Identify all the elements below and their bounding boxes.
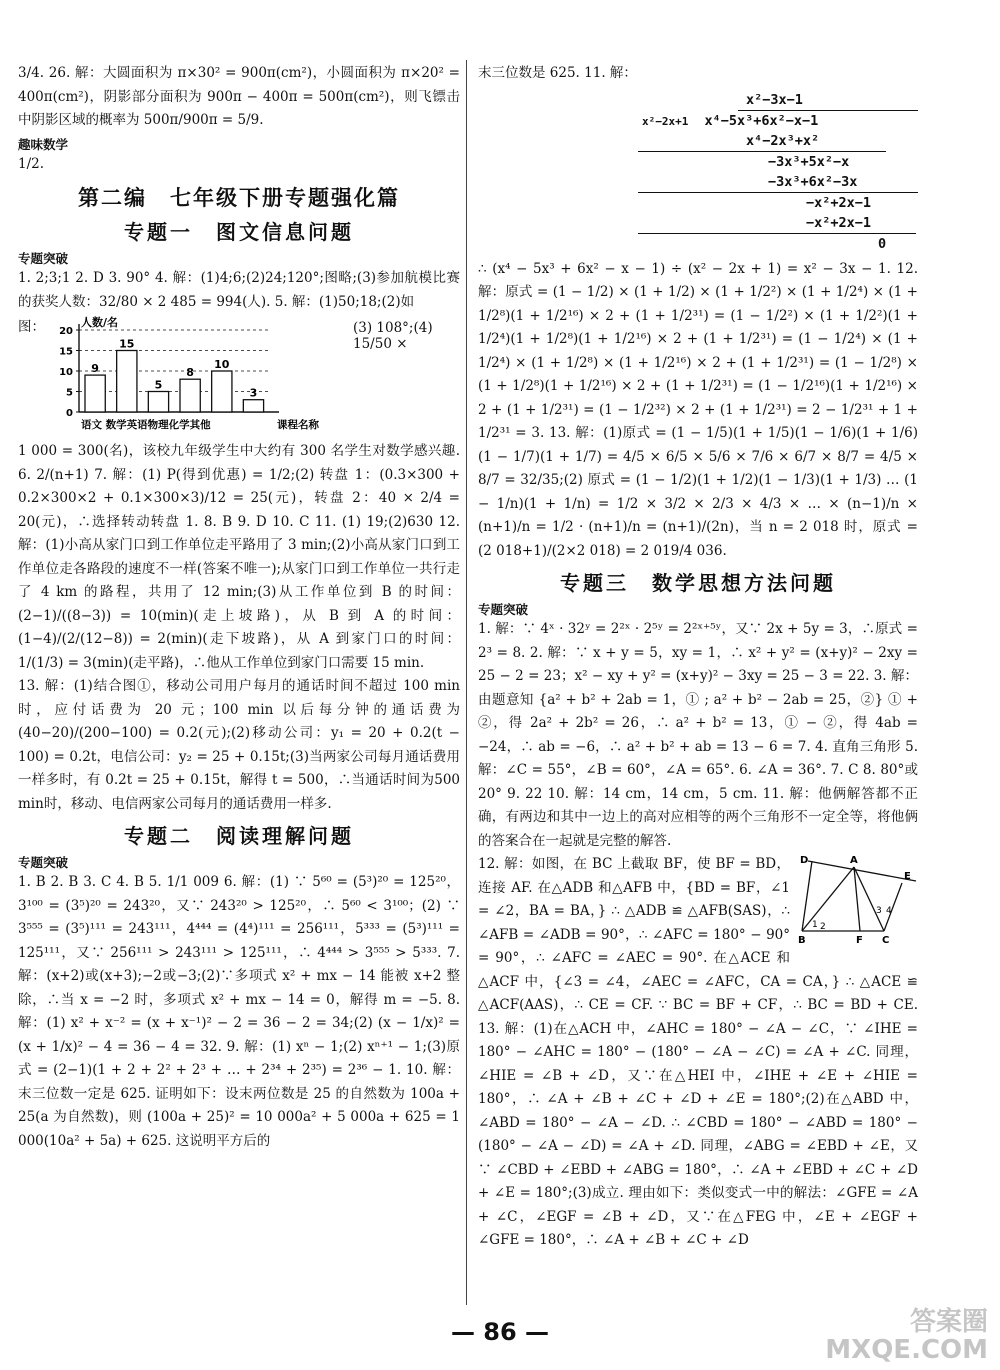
geo-label-B: B <box>798 935 806 945</box>
answer-11-intro: 末三位数是 625. 11. 解： <box>478 65 637 81</box>
y-tick-label: 5 <box>66 387 73 399</box>
y-axis-label: 人数/名 <box>81 316 119 329</box>
chart-prefix: 图： <box>18 319 45 335</box>
answer-26: 3/4. 26. 解：大圆面积为 π×30² = 900π(cm²)，小圆面积为 π×20² = 400π(cm²)，阴影部分面积为 900π − 400π = 500π(cm²)，则飞镖击中阴影区域的概率为 500π/900π = 5/9. <box>18 65 460 128</box>
topic1-answer-13: 13. 解：(1)结合图①，移动公司用户每月的通话时间不超过 100 min 时，应付话费为 20 元；100 min 以后每分钟的通话费为 (40−20)/(200−100) = 0.2(元);(2)移动公司：y₁ = 20 + 0.2(t − 100) = 0.2t，电信公司：y₂ = 25 + 0.15t;(3)当两家公司每月通话费用一样多时，有 0.2t = 25 + 0.15t，解得 t = 500，∴当通话时间为500 min时，移动、电信两家公司每月的通话费用一样多. <box>18 678 460 812</box>
topic1-answers-a: 1. 2;3;1 2. D 3. 90° 4. 解：(1)4;6;(2)24;120°;图略;(3)参加航模比赛的获奖人数：32/80 × 2 485 = 994(人). 5. 解：(1)50;18;(2)如 <box>18 270 460 310</box>
bar-value-label: 5 <box>154 378 163 392</box>
bar-value-label: 15 <box>119 337 135 351</box>
division-rem2: −x²+2x−1 <box>806 194 872 211</box>
topic2-title: 专题二 阅读理解问题 <box>124 824 354 848</box>
geo-label-A: A <box>850 855 858 866</box>
division-quotient: x²−3x−1 <box>746 91 803 108</box>
bar <box>148 392 168 413</box>
division-dividend-line <box>642 110 918 131</box>
geo-label-F: F <box>856 935 863 945</box>
bar <box>117 351 137 413</box>
geo-label-C: C <box>882 935 890 945</box>
topic3-answers-b: 12. 解：如图，在 BC 上截取 BF，使 BF = BD，连接 AF. 在△ADB 和△AFB 中，{BD = BF，∠1 = ∠2，BA = BA，} ∴ △ADB ≌ △AFB(SAS)，∴ ∠AFB = ∠ADB = 90°，∴ ∠AFC = 180° − 90° = 90°，∴ ∠AFC = ∠AEC = 90°. 在△ACE 和△ACF 中，{∠3 = ∠4，∠AEC = ∠AFC，CA = CA，} ∴ △ACE ≌ △ACF(AAS)，∴ CE = CF. ∵ BC = BF + CF，∴ BC = BD + CE. 13. 解：(1)在△ACH 中，∠AHC = 180° − ∠A − ∠C，∵ ∠IHE = 180° − ∠AHC = 180° − (180° − ∠A − ∠C) = ∠A + ∠C. 同理，∠HIE = ∠B + ∠D，又∵在△HEI 中，∠IHE + ∠E + ∠HIE = 180°，∴ ∠A + ∠B + ∠C + ∠D + ∠E = 180°;(2)在△ABD 中，∠ABD = 180° − ∠A − ∠D. ∴ ∠CBD = 180° − ∠ABD = 180° − (180° − ∠A − ∠D) = ∠A + ∠D. 同理，∠ABG = ∠EBD + ∠E，又∵ ∠CBD + ∠EBD + ∠ABG = 180°，∴ ∠A + ∠EBD + ∠C + ∠D + ∠E = 180°;(3)成立. 理由如下：类似变式一中的解法：∠GFE = ∠A + ∠C，∠EGF = ∠B + ∠D，又∵在△FEG 中，∠E + ∠EGF + ∠GFE = 180°，∴ ∠A + ∠B + ∠C + ∠D <box>478 856 918 1248</box>
right-column <box>478 62 918 1253</box>
bar <box>180 379 200 412</box>
answer-half: 1/2. <box>18 155 45 172</box>
division-rem1: −3x³+5x²−x <box>768 153 850 170</box>
chart-side-answer: (3) 108°;(4) 15/50 × <box>353 320 433 352</box>
geo-label-2: 2 <box>820 922 826 932</box>
page-number: — 86 — <box>450 1318 550 1346</box>
chart-row <box>18 316 460 438</box>
answers-11-13: ∴ (x⁴ − 5x³ + 6x² − x − 1) ÷ (x² − 2x + 1) = x² − 3x − 1. 12. 解：原式 = (1 − 1/2) × (1 + 1/2) × (1 + 1/2²) × (1 + 1/2⁴) × (1 + 1/2⁸)(1 + 1/2¹⁶) × 2 + (1 + 1/2³¹) = (1 − 1/2²) × (1 + 1/2²)(1 + 1/2⁴)(1 + 1/2⁸)(1 + 1/2¹⁶) × 2 + (1 + 1/2³¹) = (1 − 1/2⁴) × (1 + 1/2⁴) × (1 + 1/2⁸) × (1 + 1/2¹⁶) × 2 + (1 + 1/2³¹) = (1 − 1/2⁸) × (1 + 1/2⁸)(1 + 1/2¹⁶) × 2 + (1 + 1/2³¹) = (1 − 1/2¹⁶)(1 + 1/2¹⁶) × 2 + (1 + 1/2³¹) = (1 − 1/2³²) × 2 + (1 + 1/2³¹) = 2 − 1/2³¹ + 1 + 1/2³¹ = 3. 13. 解：(1)原式 = (1 − 1/5)(1 + 1/5)(1 − 1/6)(1 + 1/6)(1 − 1/7)(1 + 1/7) = 4/5 × 6/5 × 5/6 × 7/6 × 6/7 × 8/7 = 4/5 × 8/7 = 32/35;(2) 原式 = (1 − 1/2)(1 + 1/2)(1 − 1/3)(1 + 1/3) … (1 − 1/n)(1 + 1/n) = 1/2 × 3/2 × 2/3 × 4/3 × … × (n−1)/n × (n+1)/n = 1/2 · (n+1)/n = (n+1)/(2n)，当 n = 2 018 时，原式 = (2 018+1)/(2×2 018) = 2 019/4 036. <box>478 260 918 559</box>
x-tick-labels: 语文 数学英语物理化学其他 <box>81 419 211 431</box>
part-title: 第二编 七年级下册专题强化篇 <box>78 186 400 210</box>
topic1-subheading: 专题突破 <box>18 251 69 266</box>
geometry-figure <box>798 853 918 945</box>
y-tick-label: 10 <box>59 367 73 378</box>
topic3-title: 专题三 数学思想方法问题 <box>560 571 836 595</box>
topic1-answers-b: 1 000 = 300(名)，该校九年级学生中大约有 300 名学生对数学感兴趣. 6. 2/(n+1) 7. 解：(1) P(得到优惠) = 1/2;(2) 转盘 1：(0.3×300 + 0.2×300×2 + 0.1×300×3)/12 = 25(元)，转盘 2：40 × 2/4 = 20(元)，∴选择转动转盘 1. 8. B 9. D 10. C 11. (1) 19;(2)630 12. 解：(1)小高从家门口到工作单位走平路用了 3 min;(2)小高从家门口到工作单位走各路段的速度不一样(答案不唯一);从家门口到工作单位一共行走了 4 km 的路程，共用了 12 min;(3)从工作单位到 B 的时间：(2−1)/((8−3)) = 10(min)(走上坡路)，从 B 到 A 的时间：(1−4)/(2/(12−8)) = 2(min)(走下坡路)，从 A 到家门口的时间：1/(1/3) = 3(min)(走平路)，∴他从工作单位到家门口需要 15 min. <box>18 443 460 671</box>
division-divisor: x²−2x+1 <box>642 114 689 128</box>
geo-label-4: 4 <box>886 906 892 916</box>
watermark-line2: MXQE.COM <box>825 1335 988 1365</box>
left-column <box>18 62 460 1153</box>
division-final: 0 <box>878 235 887 252</box>
division-step2: −3x³+6x²−3x <box>638 172 918 193</box>
topic1-title: 专题一 图文信息问题 <box>124 220 354 244</box>
watermark <box>825 1308 988 1364</box>
bar-value-label: 9 <box>91 362 99 376</box>
bar-chart <box>45 316 345 438</box>
section-label-fun-math: 趣味数学 <box>18 136 69 152</box>
topic2-subheading: 专题突破 <box>18 855 69 870</box>
geo-label-3: 3 <box>876 906 882 916</box>
geo-label-1: 1 <box>812 920 818 930</box>
geo-label-D: D <box>800 855 809 866</box>
topic3-answers-a: 1. 解：∵ 4ˣ · 32ʸ = 2²ˣ · 2⁵ʸ = 2²ˣ⁺⁵ʸ，又∵ 2x + 5y = 3，∴原式 = 2³ = 8. 2. 解：∵ x + y = 5，xy = 1，∴ x² + y² = (x+y)² − 2xy = 25 − 2 = 23；x² − xy + y² = (x+y)² − 3xy = 25 − 3 = 22. 3. 解：由题意知 {a² + b² + 2ab = 1，① ; a² + b² − 2ab = 25，②} ① + ②，得 2a² + 2b² = 26，∴ a² + b² = 13，① − ②，得 4ab = −24，∴ ab = −6，∴ a² + b² + ab = 13 − 6 = 7. 4. 直角三角形 5. 解：∠C = 55°，∠B = 60°，∠A = 65°. 6. ∠A = 36°. 7. C 8. 80°或 20° 9. 22 10. 解：14 cm，14 cm，5 cm. 11. 解：他俩解答都不正确，有两边和其中一边上的高对应相等的两个三角形不一定全等，将他俩的答案合在一起就是完整的解答. <box>478 621 918 849</box>
y-tick-label: 0 <box>66 408 73 419</box>
x-axis-label: 课程名称 <box>277 419 319 431</box>
division-step1: x⁴−2x³+x² <box>638 131 886 152</box>
topic3-subheading: 专题突破 <box>478 602 529 617</box>
long-division <box>638 90 918 254</box>
bar <box>212 371 232 412</box>
bar <box>243 400 263 412</box>
bar-value-label: 8 <box>186 366 194 380</box>
division-dividend: x⁴−5x³+6x²−x−1 <box>704 112 819 129</box>
bar-value-label: 10 <box>214 358 230 371</box>
bar-value-label: 3 <box>249 386 258 400</box>
watermark-line1: 答案圈 <box>909 1307 988 1337</box>
column-divider <box>466 60 467 1305</box>
topic2-answers: 1. B 2. B 3. C 4. B 5. 1/1 009 6. 解：(1) ∵ 5⁶⁰ = (5³)²⁰ = 125²⁰，3¹⁰⁰ = (3⁵)²⁰ = 243²⁰，又∵ 243²⁰ > 125²⁰，∴ 5⁶⁰ < 3¹⁰⁰；(2) ∵ 3⁵⁵⁵ = (3⁵)¹¹¹ = 243¹¹¹，4⁴⁴⁴ = (4⁴)¹¹¹ = 256¹¹¹，5³³³ = (5³)¹¹¹ = 125¹¹¹，又∵ 256¹¹¹ > 243¹¹¹ > 125¹¹¹，∴ 4⁴⁴⁴ > 3⁵⁵⁵ > 5³³³. 7. 解：(x+2)或(x+3);−2或−3;(2)∵多项式 x² + mx − 14 能被 x+2 整除，∴当 x = −2 时，多项式 x² + mx − 14 = 0，解得 m = −5. 8. 解：(1) x² + x⁻² = (x + x⁻¹)² − 2 = 36 − 2 = 34;(2) (x − 1/x)² = (x + 1/x)² − 4 = 36 − 4 = 32. 9. 解：(1) xⁿ − 1;(2) xⁿ⁺¹ − 1;(3)原式 = (2−1)(1 + 2 + 2² + 2³ + … + 2³⁴ + 2³⁵) = 2³⁶ − 1. 10. 解：末三位数一定是 625. 证明如下：设末两位数是 25 的自然数为 100a + 25(a 为自然数)，则 (100a + 25)² = 10 000a² + 5 000a + 625 = 1 000(10a² + 5a) + 625. 这说明平方后的 <box>18 874 460 1149</box>
bar <box>85 375 105 412</box>
geo-label-E: E <box>904 871 911 882</box>
division-step3: −x²+2x−1 <box>638 213 916 234</box>
y-tick-label: 15 <box>59 346 73 358</box>
y-tick-label: 20 <box>59 326 73 337</box>
bar-chart-svg <box>45 316 345 438</box>
